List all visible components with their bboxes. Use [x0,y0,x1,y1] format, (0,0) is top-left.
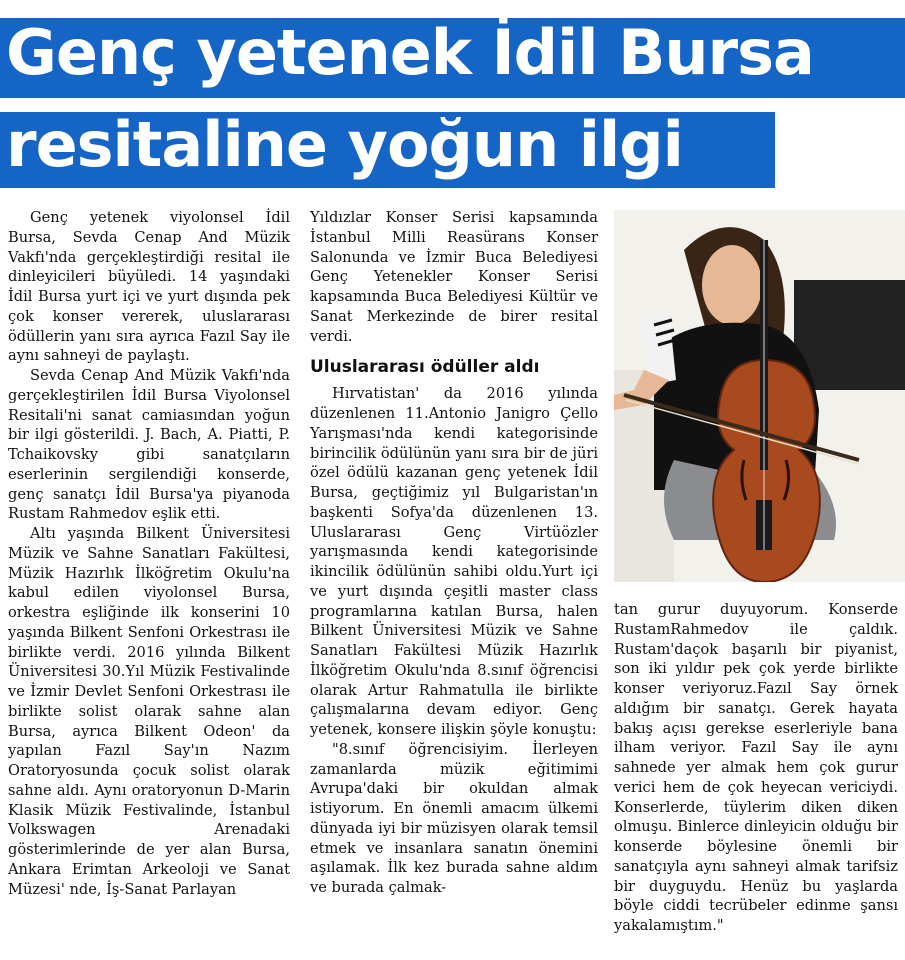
headline-line-1: Genç yetenek İdil Bursa [6,16,814,89]
paragraph: Altı yaşında Bilkent Üniversitesi Müzik ve Sahne Sanatları Fakültesi, Müzik Hazırlık İlköğretim Okulu'na kabul edilen viyolonsel Bursa, orkestra eşliğinde ilk konserini 10 yaşında Bilkent Senfoni Orkestrası ile birlikte verdi. 2016 yılında Bilkent Üniversitesi 30.Yıl Müzik Festivalinde ve İzmir Devlet Senfoni Orkestrası ile birlikte solist olarak sahne alan Bursa, ayrıca Bilkent Odeon' da yapılan Fazıl Say'ın Nazım Oratoryosunda çocuk solist olarak sahne aldı. Aynı oratoryonun D-Marin Klasik Müzik Festivalinde, İstanbul Volkswagen Arenadaki gösterimlerinde de yer alan Bursa, Ankara Erimtan Arkeoloji ve Sanat Müzesi' nde, İş-Sanat Parlayan [8,525,290,898]
paragraph: Sevda Cenap And Müzik Vakfı'nda gerçekleştirilen İdil Bursa Viyolonsel Resitali'ni sanat camiasından yoğun bir ilgi gösterildi. J. Bach, A. Piatti, P. Tchaikovsky gibi sanatçıların eserlerinin sergilendiği konserde, genç sanatçı İdil Bursa'ya piyanoda Rustam Rahmedov eşlik etti. [8,367,290,523]
headline-line-2: resitaline yoğun ilgi [6,108,683,181]
paragraph: Hırvatistan' da 2016 yılında düzenlenen 11.Antonio Janigro Çello Yarışması'nda kendi kategorisinde birincilik ödülünün yanı sıra bir de jüri özel ödülü kazanan genç yetenek İdil Bursa, geçtiğimiz yıl Bulgaristan'ın başkenti Sofya'da düzenlenen 13. Uluslararası Genç Virtüözler yarışmasında kendi kategorisinde ikincilik ödülünün sahibi oldu.Yurt içi ve yurt dışında çeşitli master class programlarına katılan Bursa, halen Bilkent Üniversitesi Müzik ve Sahne Sanatları Fakültesi Müzik Hazırlık İlköğretim Okulu'nda 8.sınıf öğrencisi olarak Artur Rahmatulla ile birlikte çalışmalarına devam ediyor. Genç yetenek, konsere ilişkin şöyle konuştu: [310,385,598,738]
article-column-1 [8,208,290,899]
cellist-illustration [614,210,905,582]
cellist-photo [614,210,905,582]
paragraph: Yıldızlar Konser Serisi kapsamında İstanbul Milli Reasürans Konser Salonunda ve İzmir Buca Belediyesi Genç Yetenekler Konser Serisi kapsamında Buca Belediyesi Kültür ve Sanat Merkezinde de birer resital verdi. [310,209,598,345]
article-column-2 [310,208,598,898]
paragraph: Genç yetenek viyolonsel İdil Bursa, Sevda Cenap And Müzik Vakfı'nda gerçekleştirdiği resital ile dinleyicileri büyüledi. 14 yaşındaki İdil Bursa yurt içi ve yurt dışında pek çok konser vererek, uluslararası ödüllerin yanı sıra ayrıca Fazıl Say ile aynı sahneyi de paylaştı. [8,209,290,365]
subheading: Uluslararası ödüller aldı [310,357,540,378]
paragraph: "8.sınıf öğrencisiyim. İlerleyen zamanlarda müzik eğitimimi Avrupa'daki bir okuldan almak istiyorum. En önemli amacım ülkemi dünyada iyi bir müzisyen olarak temsil etmek ve insanlara sanatın önemini aşılamak. İlk kez burada sahne aldım ve burada çalmak- [310,740,598,896]
paragraph: tan gurur duyuyorum. Konserde RustamRahmedov ile çaldık. Rustam'daçok başarılı bir piyanist, son iki yıldır pek çok yerde birlikte konser veriyoruz.Fazıl Say örnek aldığım bir sanatçı. Gerek hayata bakış açısı gerekse eserleriyle bana ilham veriyor. Fazıl Say ile aynı sahnede yer almak hem çok gurur verici hem de çok heyecan vericiydi. Konserlerde, tüylerim diken diken olmuşu. Binlerce dinleyicin olduğu bir konserde böylesine önemli bir sanatçıyla aynı sahneyi almak tarifsiz bir duyguydu. Henüz bu yaşlarda böyle ciddi tecrübeler edinme şansı yakalamıştım." [614,601,898,934]
article-column-3 [614,600,898,936]
